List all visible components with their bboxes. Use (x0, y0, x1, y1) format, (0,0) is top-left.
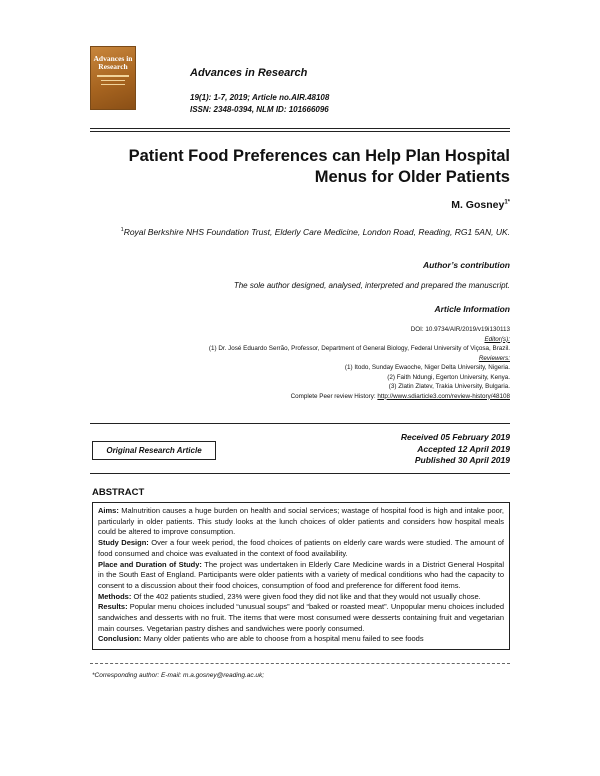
article-title (90, 146, 510, 188)
reviewers-label: Reviewers: (478, 354, 510, 362)
journal-cover-thumbnail (90, 46, 136, 110)
article-info-heading: Article Information (434, 304, 510, 314)
reviewer-3: (3) Zlatin Zlatev, Trakia University, Bulgaria. (388, 383, 510, 390)
contribution-heading: Author’s contribution (422, 260, 510, 270)
affiliation-mark: 1 (120, 227, 124, 233)
peer-review-history (90, 392, 510, 402)
article-type-box (92, 441, 216, 460)
reviewer-1: (1) Itodo, Sunday Ewaoche, Niger Delta University, Nigeria. (344, 364, 510, 371)
abstract-results: Results: Popular menu choices included “unusual soups” and “baked or roasted meat”. Unpopular menu choices included sandwiches and desserts with no fruit. The items that were most consumed were desserts containing fruit and vegetarian main courses. Vegetarian pastry dishes and sandwiches were poorly consumed. (98, 602, 504, 633)
author-name: M. Gosney (451, 199, 505, 211)
contribution-text: The sole author designed, analysed, interpreted and prepared the manuscript. (233, 281, 510, 290)
article-title-line-1: Patient Food Preferences can Help Plan Hospital (128, 147, 510, 165)
dates-rule (90, 473, 510, 474)
author-marks: 1* (504, 199, 510, 206)
header-rule-bottom (90, 131, 510, 132)
journal-name: Advances in Research (190, 67, 308, 79)
author (451, 199, 510, 211)
affiliation (90, 224, 510, 238)
abstract-study-design: Study Design: Over a four week period, the food choices of patients on elderly care wards were studied. The amount of food consumed and choice was evaluated in the context of food availability. (98, 538, 505, 558)
journal-meta (190, 92, 329, 116)
abstract-aims: Aims: Malnutrition causes a huge burden on health and social services; wastage of hospital food is high and intake poor, particularly in older patients. This study looks at the lunch choices of older patients and considers how hospital meals could be altered to improve consumption. (98, 506, 504, 537)
journal-citation: 19(1): 1-7, 2019; Article no.AIR.48108 (190, 93, 330, 102)
editor-1: (1) Dr. José Eduardo Serrão, Professor, Department of General Biology, Federal University of Viçosa, Brazil. (208, 345, 510, 352)
abstract-conclusion: Conclusion: Many older patients who are able to choose from a hospital menu failed to see foods (98, 634, 424, 644)
peer-review-history-link[interactable]: http://www.sdiarticle3.com/review-history/48108 (377, 392, 510, 400)
doi: DOI: 10.9734/AIR/2019/v19i130113 (410, 326, 510, 333)
header-rule-top (90, 128, 510, 129)
info-rule (90, 423, 510, 424)
date-accepted: Accepted 12 April 2019 (417, 443, 510, 454)
date-published: Published 30 April 2019 (414, 455, 510, 465)
corresponding-author-footnote: *Corresponding author: E-mail: m.a.gosney@reading.ac.uk; (92, 672, 265, 679)
abstract-heading: ABSTRACT (92, 487, 145, 498)
editors-label: Editor(s): (484, 335, 510, 343)
article-title-line-2: Menus for Older Patients (314, 168, 510, 186)
abstract-box (92, 502, 510, 650)
abstract-place-duration: Place and Duration of Study: The project was undertaken in Elderly Care Medicine wards in a District General Hospital in the South East of England. Participants were older patients with a variety of medical conditions who had the capacity to consent to a discussion about their food choices, consumption of food and preference for different food items. (98, 559, 504, 590)
date-received: Received 05 February 2019 (400, 432, 510, 442)
footnote-separator (90, 663, 510, 664)
abstract-methods: Methods: Of the 402 patients studied, 23% were given food they did not like and that they would not usually chose. (98, 591, 481, 601)
article-type-label: Original Research Article (106, 446, 202, 455)
history-label: Complete Peer review History: (290, 392, 378, 400)
reviewer-2: (2) Faith Ndungi, Egerton University, Kenya. (387, 373, 510, 381)
affiliation-text: Royal Berkshire NHS Foundation Trust, Elderly Care Medicine, London Road, Reading, RG1 5AN, UK. (123, 226, 510, 237)
article-information (90, 325, 510, 401)
publication-dates (401, 432, 510, 467)
cover-title: Advances in Research (93, 54, 133, 71)
journal-issn: ISSN: 2348-0394, NLM ID: 101666096 (190, 105, 329, 114)
